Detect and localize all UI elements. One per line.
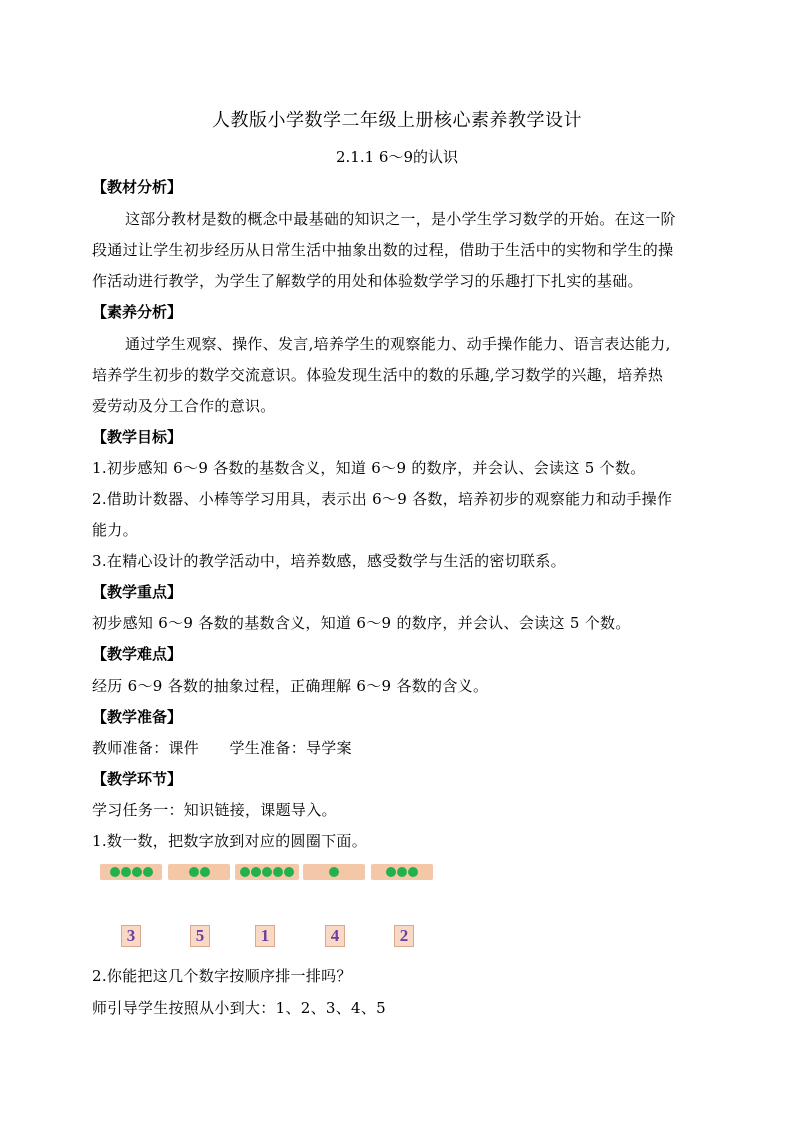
green-dot [132,867,142,877]
dot-bar [100,864,162,880]
difficulty-line: 经历 6～9 各数的抽象过程，正确理解 6～9 各数的含义。 [92,677,489,695]
green-dot [240,867,250,877]
key-heading: 【教学重点】 [92,583,183,601]
green-dot [284,867,294,877]
goal-line: 2.借助计数器、小棒等学习用具，表示出 6～9 各数，培养初步的观察能力和动手操作 [92,490,673,508]
analysis-line: 段通过让学生初步经历从日常生活中抽象出数的过程，借助于生活中的实物和学生的操 [92,241,674,259]
analysis-line: 作活动进行教学，为学生了解数学的用处和体验数学学习的乐趣打下扎实的基础。 [92,272,643,290]
answer-line: 师引导学生按照从小到大：1、2、3、4、5 [92,999,387,1017]
green-dot [273,867,283,877]
number-card[interactable]: 5 [190,925,210,947]
document-subtitle: 2.1.1 6～9的认识 [335,148,459,166]
question-line: 2.你能把这几个数字按顺序排一排吗？ [92,967,352,985]
literacy-heading: 【素养分析】 [92,303,183,321]
literacy-line: 爱劳动及分工合作的意识。 [92,397,276,415]
green-dot [262,867,272,877]
green-dot [121,867,131,877]
green-dot [110,867,120,877]
green-dot [386,867,396,877]
dot-bar [168,864,230,880]
green-dot [251,867,261,877]
goals-heading: 【教学目标】 [92,428,183,446]
goal-line: 1.初步感知 6～9 各数的基数含义，知道 6～9 的数序，并会认、会读这 5 个数。 [92,459,646,477]
prep-heading: 【教学准备】 [92,708,183,726]
green-dot [397,867,407,877]
process-line: 学习任务一：知识链接，课题导入。 [92,801,337,819]
goal-line: 3.在精心设计的教学活动中，培养数感，感受数学与生活的密切联系。 [92,552,566,570]
dot-bar [303,864,365,880]
green-dot [329,867,339,877]
analysis-line: 这部分教材是数的概念中最基础的知识之一，是小学生学习数学的开始。在这一阶 [125,210,676,228]
green-dot [143,867,153,877]
prep-line: 教师准备：课件 学生准备：导学案 [92,739,352,757]
goal-line: 能力。 [92,521,138,539]
analysis-heading: 【教材分析】 [92,178,183,196]
difficulty-heading: 【教学难点】 [92,645,183,663]
literacy-line: 通过学生观察、操作、发言,培养学生的观察能力、动手操作能力、语言表达能力, [125,335,671,353]
number-card[interactable]: 1 [255,925,275,947]
document-title: 人教版小学数学二年级上册核心素养教学设计 [212,110,582,131]
dot-bar [235,864,299,880]
green-dot [200,867,210,877]
number-card[interactable]: 4 [325,925,345,947]
green-dot [189,867,199,877]
process-heading: 【教学环节】 [92,770,183,788]
green-dot [408,867,418,877]
number-card[interactable]: 2 [394,925,414,947]
key-line: 初步感知 6～9 各数的基数含义，知道 6～9 的数序，并会认、会读这 5 个数。 [92,614,631,632]
process-line: 1.数一数，把数字放到对应的圆圈下面。 [92,832,368,850]
literacy-line: 培养学生初步的数学交流意识。体验发现生活中的数的乐趣,学习数学的兴趣，培养热 [92,366,664,384]
number-card[interactable]: 3 [121,925,141,947]
dot-bar [371,864,433,880]
